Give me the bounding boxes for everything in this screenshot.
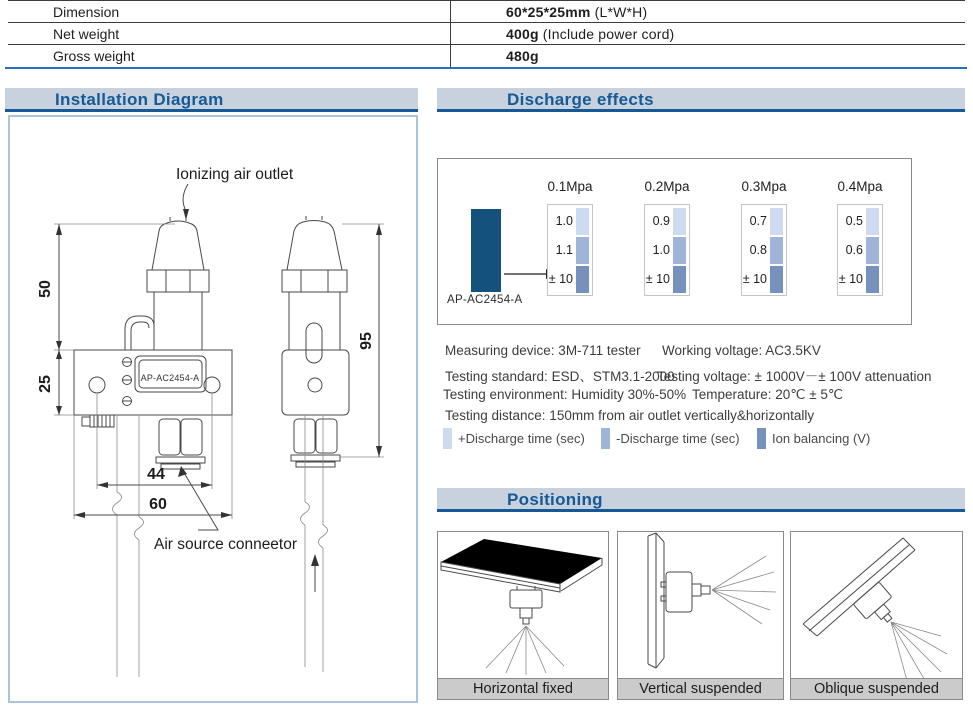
- pressure-readings: [547, 204, 593, 296]
- plus-discharge-value: 1.0: [555, 214, 573, 228]
- plus-discharge-value: 0.5: [845, 214, 863, 228]
- vertical-suspended-drawing: [618, 532, 783, 678]
- spec-value-text: 400g: [506, 26, 539, 42]
- dim-95: 95: [358, 332, 375, 350]
- airflow-arrow: [311, 554, 319, 566]
- air-fitting: [159, 419, 180, 455]
- air-tube-inner: [131, 322, 149, 350]
- nozzle-dome-side: [287, 221, 342, 271]
- ionizing-air-outlet-label: Ionizing air outlet: [176, 166, 294, 183]
- spec-label-dimension: Dimension: [53, 4, 120, 20]
- power-cord: [113, 415, 122, 677]
- reading-row: [841, 236, 879, 264]
- balance-value: ± 10: [742, 272, 767, 286]
- section-header-positioning: Positioning: [437, 488, 965, 512]
- reading-row: [645, 265, 686, 293]
- pressure-readings: [837, 204, 883, 296]
- reading-row: [548, 265, 589, 293]
- device-model-label: AP-AC2454-A: [447, 294, 523, 306]
- reading-row: [551, 207, 589, 235]
- nozzle-dome-front: [152, 221, 204, 270]
- horizontal-fixed-drawing: [438, 532, 608, 678]
- hex-nut-front: [147, 270, 209, 292]
- balance-swatch-icon: [866, 266, 879, 293]
- side-slot: [306, 323, 322, 363]
- reading-row: [745, 207, 783, 235]
- air-hose: [319, 415, 328, 672]
- dim-44: 44: [147, 466, 165, 483]
- minus-discharge-value: 0.6: [845, 243, 863, 257]
- table-bottom-rule: [5, 67, 967, 69]
- table-row: [8, 1, 965, 23]
- spec-value-extra: (L*W*H): [590, 4, 648, 20]
- dim-50: 50: [37, 280, 54, 298]
- device-body-side: [282, 350, 349, 415]
- minus-discharge-value: 0.8: [749, 243, 767, 257]
- note-testing-voltage: Testing voltage: ± 1000V－± 100V attenuation: [657, 369, 932, 384]
- leader-line: [183, 184, 188, 209]
- model-label: AP-AC2454-A: [140, 373, 200, 383]
- spec-value-text: 60*25*25mm: [506, 4, 591, 20]
- oblique-suspended-drawing: [791, 532, 962, 678]
- pressure-label: 0.2Mpa: [644, 179, 690, 194]
- pressure-readings: [741, 204, 787, 296]
- legend-plus-discharge: [443, 428, 585, 449]
- air-fitting-side: [316, 419, 337, 453]
- spec-value-dimension: [450, 1, 965, 22]
- legend-label: -Discharge time (sec): [616, 431, 740, 446]
- plus-swatch-icon: [770, 208, 783, 235]
- legend-mid-swatch-icon: [601, 428, 610, 449]
- note-measuring-device: Measuring device: 3M-711 tester: [445, 343, 641, 358]
- spec-value-net-weight: [450, 23, 965, 44]
- note-temperature: Temperature: 20℃ ± 5℃: [692, 387, 844, 402]
- balance-swatch-icon: [673, 266, 686, 293]
- legend-light-swatch-icon: [443, 428, 452, 449]
- pressure-label: 0.3Mpa: [741, 179, 787, 194]
- power-cord: [135, 415, 144, 677]
- pressure-column-01mpa: [547, 179, 593, 296]
- positioning-label: Horizontal fixed: [438, 678, 608, 699]
- reading-row: [648, 207, 686, 235]
- pressure-column-04mpa: [837, 179, 883, 296]
- minus-swatch-icon: [866, 237, 879, 264]
- reading-row: [745, 236, 783, 264]
- minus-swatch-icon: [673, 237, 686, 264]
- reading-row: [838, 265, 879, 293]
- positioning-horizontal-fixed: [437, 531, 609, 700]
- balance-value: ± 10: [548, 272, 573, 286]
- side-hole: [308, 378, 322, 392]
- legend-label: +Discharge time (sec): [458, 431, 585, 446]
- air-tube: [125, 316, 154, 350]
- positioning-label: Oblique suspended: [791, 678, 962, 699]
- pressure-column-03mpa: [741, 179, 787, 296]
- legend-label: Ion balancing (V): [772, 431, 871, 446]
- dim-60: 60: [149, 496, 167, 513]
- positioning-oblique-suspended: [790, 531, 963, 700]
- section-header-installation: Installation Diagram: [5, 88, 418, 112]
- legend-minus-discharge: [601, 428, 740, 449]
- plus-discharge-value: 0.9: [652, 214, 670, 228]
- legend-ion-balancing: [757, 428, 870, 449]
- plus-swatch-icon: [866, 208, 879, 235]
- note-testing-environment: Testing environment: Humidity 30%-50%: [443, 387, 687, 402]
- table-row: [8, 45, 965, 68]
- positioning-label: Vertical suspended: [618, 678, 783, 699]
- balance-value: ± 10: [838, 272, 863, 286]
- air-fitting: [181, 419, 202, 455]
- spec-value-extra: (Include power cord): [538, 26, 675, 42]
- hex-nut-side: [282, 270, 347, 292]
- reading-row: [841, 207, 879, 235]
- minus-discharge-value: 1.1: [555, 243, 573, 257]
- minus-swatch-icon: [770, 237, 783, 264]
- pressure-readings: [644, 204, 690, 296]
- note-working-voltage: Working voltage: AC3.5KV: [662, 343, 821, 358]
- dim-25: 25: [37, 375, 54, 393]
- table-row: [8, 23, 965, 45]
- installation-diagram-panel: [8, 115, 418, 703]
- plus-swatch-icon: [673, 208, 686, 235]
- reading-row: [648, 236, 686, 264]
- device-swatch: [471, 209, 501, 292]
- balance-value: ± 10: [645, 272, 670, 286]
- minus-discharge-value: 1.0: [652, 243, 670, 257]
- positioning-vertical-suspended: [617, 531, 784, 700]
- minus-swatch-icon: [576, 237, 589, 264]
- plus-discharge-value: 0.7: [749, 214, 767, 228]
- reading-row: [551, 236, 589, 264]
- note-testing-standard: Testing standard: ESD、STM3.1-2000: [445, 369, 675, 384]
- mounting-hole: [89, 377, 105, 393]
- note-testing-distance: Testing distance: 150mm from air outlet vertically&horizontally: [445, 408, 815, 423]
- plus-swatch-icon: [576, 208, 589, 235]
- pressure-label: 0.4Mpa: [837, 179, 883, 194]
- spec-label-net-weight: Net weight: [53, 26, 120, 42]
- air-source-connector-label: Air source conneetor: [154, 536, 298, 553]
- legend-dark-swatch-icon: [757, 428, 766, 449]
- balance-swatch-icon: [770, 266, 783, 293]
- spec-value-text: 480g: [506, 48, 539, 64]
- spec-value-gross-weight: [450, 45, 965, 68]
- installation-diagram-drawing: [10, 117, 416, 701]
- leader-line: [183, 471, 218, 530]
- balance-swatch-icon: [576, 266, 589, 293]
- section-header-discharge: Discharge effects: [437, 88, 965, 112]
- spec-table: [8, 0, 965, 68]
- air-fitting-side: [294, 419, 315, 453]
- spec-label-gross-weight: Gross weight: [53, 48, 135, 64]
- reading-row: [742, 265, 783, 293]
- discharge-effects-chart: [437, 158, 912, 325]
- pressure-column-02mpa: [644, 179, 690, 296]
- pressure-label: 0.1Mpa: [547, 179, 593, 194]
